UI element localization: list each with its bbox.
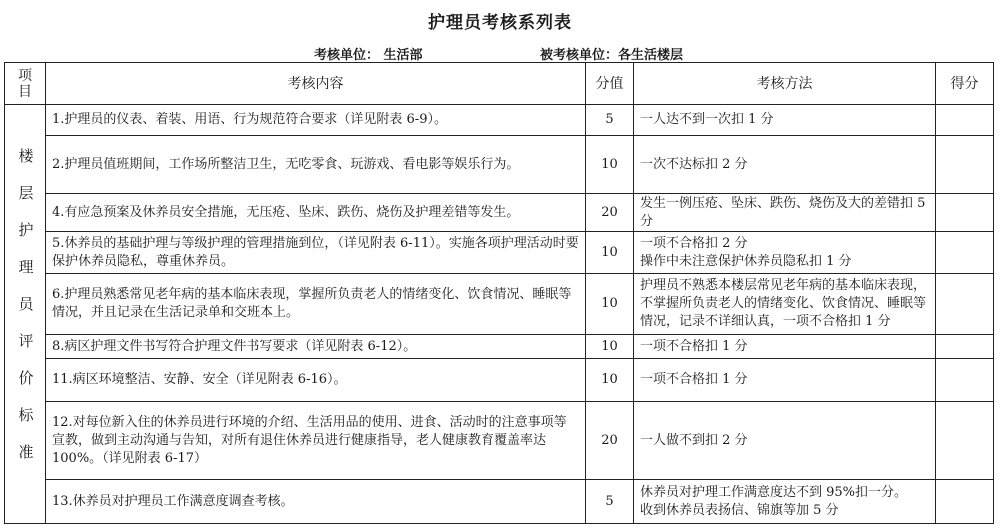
header-score: 分值	[586, 63, 634, 105]
table-row	[5, 480, 994, 524]
table-row	[5, 136, 994, 194]
table-row	[5, 274, 994, 335]
table-row	[5, 232, 994, 274]
score-cell: 10	[586, 232, 634, 274]
assessed-unit: 被考核单位：各生活楼层	[540, 48, 684, 63]
method-cell: 一次不达标扣 2 分	[634, 136, 936, 194]
table-header-row	[5, 63, 994, 105]
header-project: 项 目	[5, 63, 46, 105]
assessing-unit: 考核单位： 生活部	[314, 48, 423, 63]
header-method: 考核方法	[634, 63, 936, 105]
method-cell: 发生一例压疮、坠床、跌伤、烧伤及大的差错扣 5 分	[634, 194, 936, 232]
score-cell: 5	[586, 105, 634, 136]
table-row	[5, 335, 994, 359]
method-cell: 一人做不到扣 2 分	[634, 402, 936, 480]
assessment-table	[4, 62, 994, 524]
content-cell: 11.病区环境整洁、安静、安全（详见附表 6-16）。	[46, 359, 586, 402]
score-cell: 20	[586, 194, 634, 232]
result-cell	[936, 480, 994, 524]
method-cell: 一人达不到一次扣 1 分	[634, 105, 936, 136]
result-cell	[936, 402, 994, 480]
project-label-cell	[5, 105, 46, 524]
table-row	[5, 194, 994, 232]
content-cell: 2.护理员值班期间，工作场所整洁卫生，无吃零食、玩游戏、看电影等娱乐行为。	[46, 136, 586, 194]
score-cell: 10	[586, 335, 634, 359]
result-cell	[936, 232, 994, 274]
method-cell: 一项不合格扣 1 分	[634, 359, 936, 402]
result-cell	[936, 136, 994, 194]
content-cell: 13.休养员对护理员工作满意度调查考核。	[46, 480, 586, 524]
table-row	[5, 359, 994, 402]
score-cell: 10	[586, 136, 634, 194]
header-result: 得分	[936, 63, 994, 105]
content-cell: 1.护理员的仪表、着装、用语、行为规范符合要求（详见附表 6-9）。	[46, 105, 586, 136]
content-cell: 5.休养员的基础护理与等级护理的管理措施到位，（详见附表 6-11）。实施各项护理活动时要保护休养员隐私，尊重休养员。	[46, 232, 586, 274]
method-cell: 一项不合格扣 2 分 操作中未注意保护休养员隐私扣 1 分	[634, 232, 936, 274]
header-content: 考核内容	[46, 63, 586, 105]
page-title: 护理员考核系列表	[428, 13, 572, 33]
method-cell: 休养员对护理工作满意度达不到 95%扣一分。 收到休养员表扬信、锦旗等加 5 分	[634, 480, 936, 524]
content-cell: 8.病区护理文件书写符合护理文件书写要求（详见附表 6-12）。	[46, 335, 586, 359]
score-cell: 20	[586, 402, 634, 480]
method-cell: 一项不合格扣 1 分	[634, 335, 936, 359]
content-cell: 6.护理员熟悉常见老年病的基本临床表现，掌握所负责老人的情绪变化、饮食情况、睡眠等情况，并且记录在生活记录单和交班本上。	[46, 274, 586, 335]
result-cell	[936, 335, 994, 359]
result-cell	[936, 105, 994, 136]
score-cell: 10	[586, 359, 634, 402]
result-cell	[936, 194, 994, 232]
content-cell: 12.对每位新入住的休养员进行环境的介绍、生活用品的使用、进食、活动时的注意事项等宣教，做到主动沟通与告知，对所有退住休养员进行健康指导，老人健康教育覆盖率达 100%。（详见附表 6-17）	[46, 402, 586, 480]
result-cell	[936, 274, 994, 335]
result-cell	[936, 359, 994, 402]
method-cell: 护理员不熟悉本楼层常见老年病的基本临床表现，不掌握所负责老人的情绪变化、饮食情况、睡眠等情况，记录不详细认真，一项不合格扣 1 分	[634, 274, 936, 335]
table-row	[5, 105, 994, 136]
content-cell: 4.有应急预案及休养员安全措施，无压疮、坠床、跌伤、烧伤及护理差错等发生。	[46, 194, 586, 232]
score-cell: 5	[586, 480, 634, 524]
score-cell: 10	[586, 274, 634, 335]
project-label: 楼层护理员评价标准	[16, 147, 35, 481]
table-row	[5, 402, 994, 480]
